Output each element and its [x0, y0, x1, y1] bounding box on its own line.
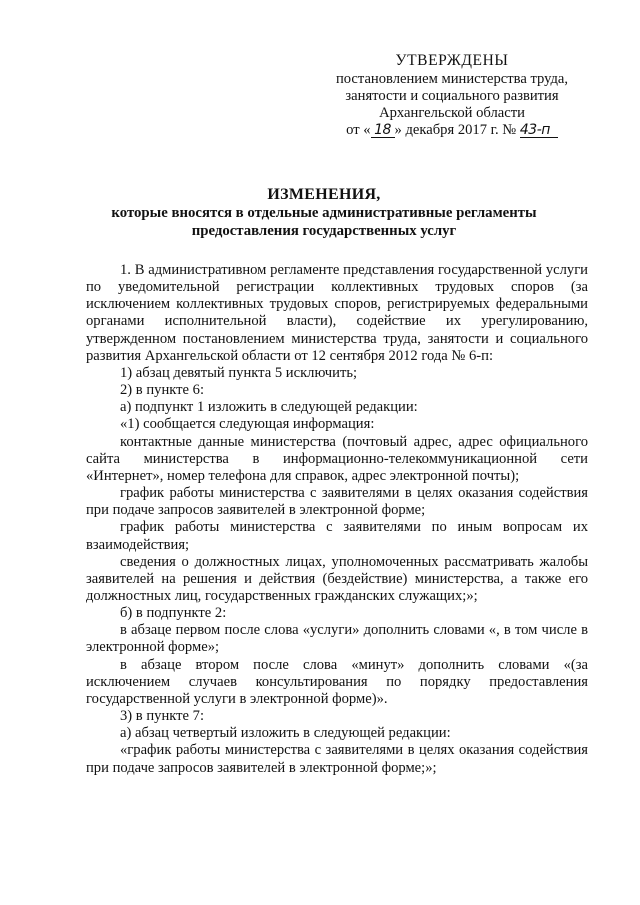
- document-title: [60, 186, 588, 240]
- paragraph: 1. В административном регламенте представления государственной услуги по уведомительной регистрации коллективных трудовых споров (за исключением коллективных трудовых споров, регистрируемых федеральными органами исполнительной власти), содействие их урегулированию, утвержденном постановлением министерства труда, занятости и социального развития Архангельской области от 12 сентября 2012 года № 6-п:: [86, 262, 588, 364]
- paragraph: 3) в пункте 7:: [120, 708, 205, 725]
- paragraph: график работы министерства с заявителями в целях оказания содействия при подаче запросов заявителей в электронной форме;: [86, 485, 588, 519]
- date-prefix: от «: [346, 122, 371, 138]
- paragraph: в абзаце втором после слова «минут» дополнить словами «(за исключением случаев консультирования по порядку предоставления государственной услуги в электронной форме)».: [86, 656, 588, 707]
- document-number: 43-п: [520, 124, 558, 138]
- approval-block: [318, 52, 586, 139]
- approval-line: постановлением министерства труда,: [335, 71, 569, 87]
- approval-line: Архангельской области: [379, 105, 525, 121]
- paragraph: 2) в пункте 6:: [120, 382, 205, 399]
- paragraph: 1) абзац девятый пункта 5 исключить;: [120, 364, 358, 381]
- date-day: 18: [371, 124, 395, 138]
- date-middle: » декабря 2017 г. №: [394, 122, 517, 138]
- paragraph: график работы министерства с заявителями по иным вопросам их взаимодействия;: [86, 519, 588, 553]
- paragraph: в абзаце первом после слова «услуги» дополнить словами «, в том числе в электронной форме»;: [86, 622, 588, 656]
- approval-heading: УТВЕРЖДЕНЫ: [395, 52, 509, 69]
- document-body: [86, 262, 588, 777]
- paragraph: а) абзац четвертый изложить в следующей редакции:: [120, 725, 451, 742]
- title-subtitle: которые вносятся в отдельные административные регламенты: [111, 205, 537, 221]
- paragraph: сведения о должностных лицах, уполномоченных рассматривать жалобы заявителей на решения и действия (бездействие) министерства, а также его должностных лиц, государственных гражданских служащих;»;: [86, 553, 588, 604]
- paragraph: контактные данные министерства (почтовый адрес, адрес официального сайта министерства в информационно-телекоммуникационной сети «Интернет», номер телефона для справок, адрес электронной почты);: [86, 433, 588, 484]
- paragraph: «график работы министерства с заявителями в целях оказания содействия при подаче запросов заявителей в электронной форме;»;: [86, 742, 588, 776]
- approval-line: занятости и социального развития: [345, 88, 559, 104]
- title-subtitle: предоставления государственных услуг: [191, 223, 457, 239]
- approval-date-line: [318, 122, 586, 139]
- paragraph: б) в подпункте 2:: [120, 605, 227, 622]
- paragraph: а) подпункт 1 изложить в следующей редакции:: [120, 399, 418, 416]
- paragraph: «1) сообщается следующая информация:: [120, 416, 375, 433]
- title-main: ИЗМЕНЕНИЯ,: [267, 186, 381, 203]
